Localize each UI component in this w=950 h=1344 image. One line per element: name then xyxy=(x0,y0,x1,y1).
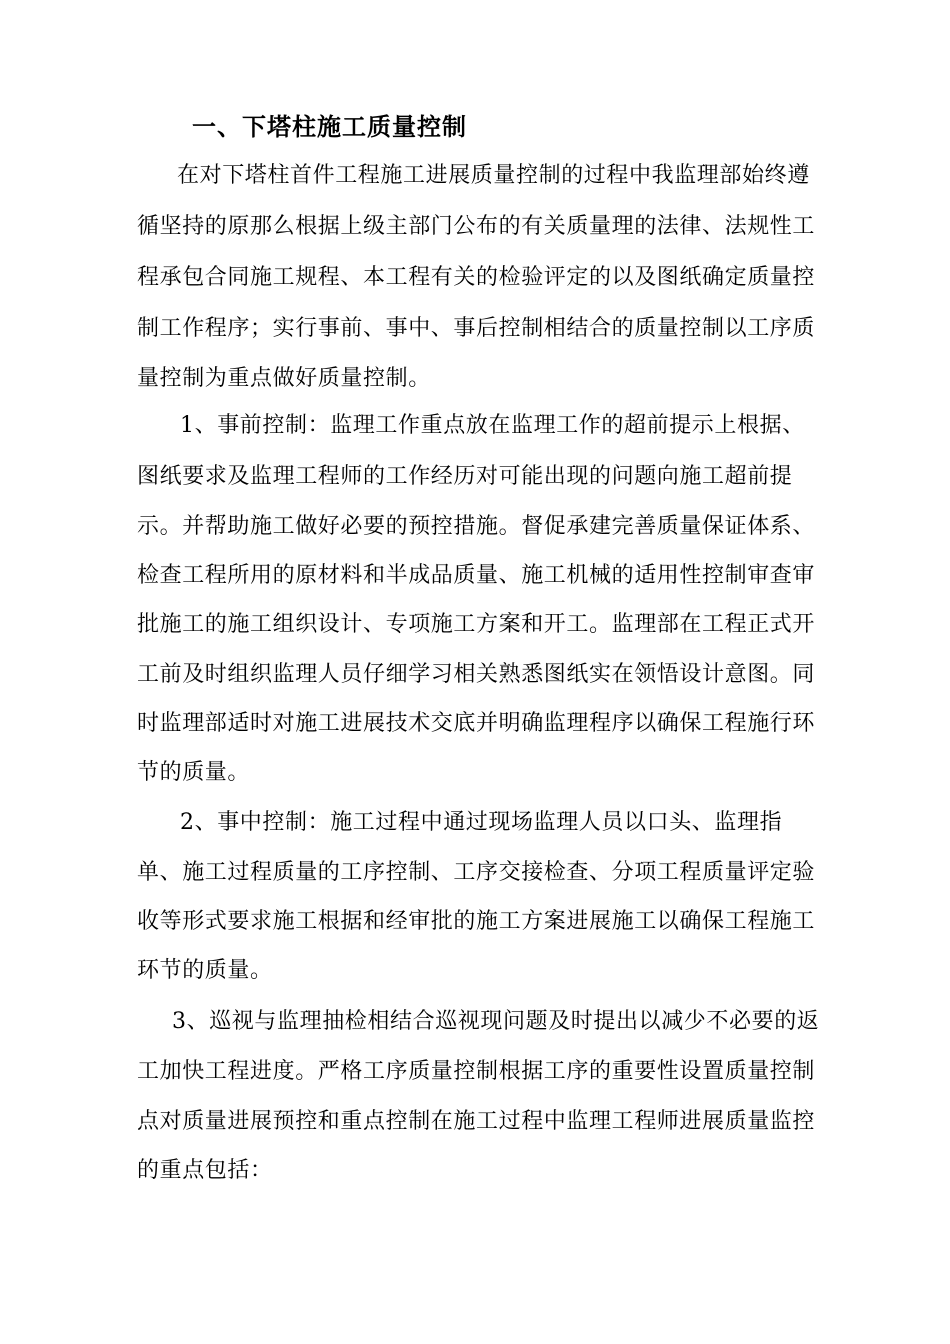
paragraph-line: 工前及时组织监理人员仔细学习相关熟悉图纸实在领悟设计意图。同 xyxy=(137,662,816,687)
paragraph-line: 工加快工程进度。严格工序质量控制根据工序的重要性设置质量控制 xyxy=(137,1059,816,1084)
paragraph-line: 循坚持的原那么根据上级主部门公布的有关质量理的法律、法规性工 xyxy=(137,214,816,239)
paragraph-line: 时监理部适时对施工进展技术交底并明确监理程序以确保工程施行环 xyxy=(137,711,816,736)
paragraph-line: 图纸要求及监理工程师的工作经历对可能出现的问题向施工超前提 xyxy=(137,464,793,489)
paragraph-line: 单、施工过程质量的工序控制、工序交接检查、分项工程质量评定验 xyxy=(137,860,816,885)
paragraph-line: 示。并帮助施工做好必要的预控措施。督促承建完善质量保证体系、 xyxy=(137,514,816,539)
paragraph-line: 环节的质量。 xyxy=(137,958,273,983)
paragraph-line: 1、事前控制：监理工作重点放在监理工作的超前提示上根据、 xyxy=(180,413,805,438)
paragraph-line: 节的质量。 xyxy=(137,760,251,785)
paragraph-line: 2、事中控制：施工过程中通过现场监理人员以口头、监理指 xyxy=(180,810,783,835)
paragraph-line: 收等形式要求施工根据和经审批的施工方案进展施工以确保工程施工 xyxy=(137,909,816,934)
paragraph-line: 制工作程序；实行事前、事中、事后控制相结合的质量控制以工序质 xyxy=(137,316,816,341)
paragraph-line: 程承包合同施工规程、本工程有关的检验评定的以及图纸确定质量控 xyxy=(137,265,816,290)
paragraph-line: 批施工的施工组织设计、专项施工方案和开工。监理部在工程正式开 xyxy=(137,612,816,637)
paragraph-line: 3、巡视与监理抽检相结合巡视现问题及时提出以减少不必要的返 xyxy=(172,1009,820,1034)
paragraph-line: 点对质量进展预控和重点控制在施工过程中监理工程师进展质量监控 xyxy=(137,1109,816,1134)
paragraph-line: 的重点包括： xyxy=(137,1158,273,1183)
paragraph-line: 在对下塔柱首件工程施工进展质量控制的过程中我监理部始终遵 xyxy=(177,163,810,188)
paragraph-line: 量控制为重点做好质量控制。 xyxy=(137,366,431,391)
section-heading: 一、下塔柱施工质量控制 xyxy=(192,113,467,141)
paragraph-line: 检查工程所用的原材料和半成品质量、施工机械的适用性控制审查审 xyxy=(137,563,816,588)
